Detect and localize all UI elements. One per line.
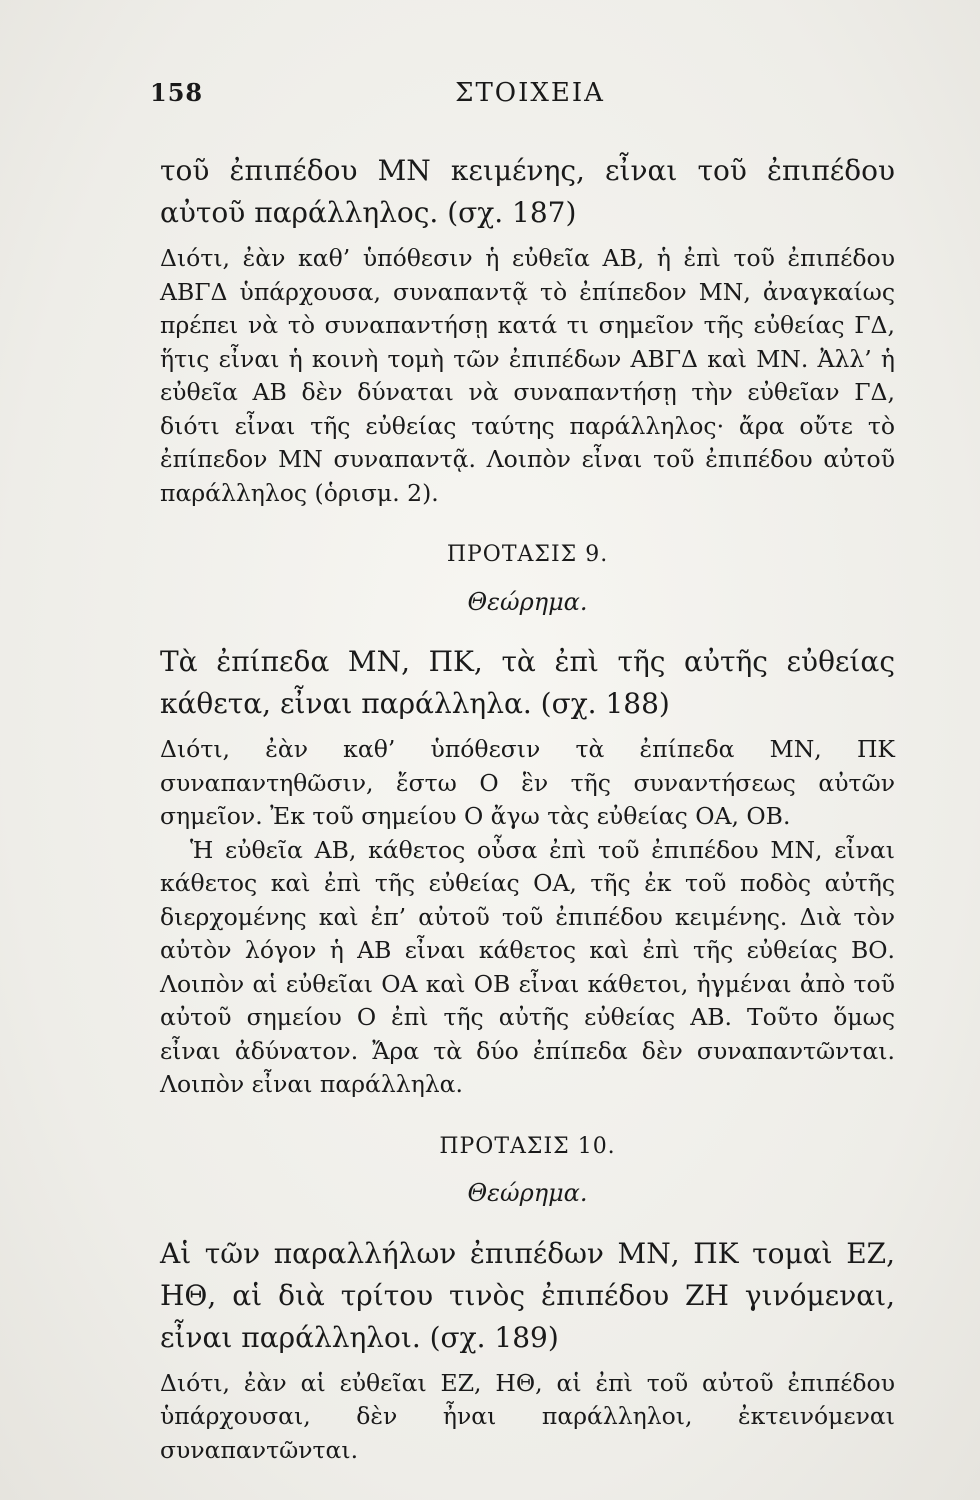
page-header bbox=[150, 78, 910, 118]
proposition-heading-9: ΠΡΟΤΑΣΙΣ 9. bbox=[446, 542, 609, 567]
proposition-heading-10: ΠΡΟΤΑΣΙΣ 10. bbox=[439, 1133, 616, 1159]
page-number: 158 bbox=[150, 78, 204, 107]
theorem-label-10: Θεώρημα. bbox=[467, 1179, 588, 1207]
running-title: ΣΤΟΙΧΕΙΑ bbox=[455, 78, 605, 108]
theorem-label-9: Θεώρημα. bbox=[467, 587, 588, 616]
proof-paragraph-9b: Ἡ εὐθεῖα ΑΒ, κάθετος οὖσα ἐπὶ τοῦ ἐπιπέδου ΜΝ, εἶναι κάθετος καὶ ἐπὶ τῆς εὐθείας ΟΑ, τῆς ἐκ τοῦ ποδὸς αὐτῆς διερχομένης καὶ ἐπ’ αὐτοῦ τοῦ ἐπιπέδου κειμένης. Διὰ τὸν αὐτὸν λόγον ἡ ΑΒ εἶναι κάθετος καὶ ἐπὶ τῆς εὐθείας ΒΟ. Λοιπὸν αἱ εὐθεῖαι ΟΑ καὶ ΟΒ εἶναι κάθετοι, ἠγμέναι ἀπὸ τοῦ αὐτοῦ σημείου Ο ἐπὶ τῆς αὐτῆς εὐθείας ΑΒ. Τοῦτο ὅμως εἶναι ἀδύνατον. Ἄρα τὰ δύο ἐπίπεδα δὲν συναπαντῶνται. Λοιπὸν εἶναι παράλληλα. bbox=[160, 835, 895, 1098]
proof-paragraph-10: Διότι, ἐὰν αἱ εὐθεῖαι ΕΖ, ΗΘ, αἱ ἐπὶ τοῦ αὐτοῦ ἐπιπέδου ὑπάρχουσαι, δὲν ἦναι παράλληλοι, ἐκτεινόμεναι συναπαντῶνται. bbox=[160, 1368, 895, 1464]
theorem-statement-9: Τὰ ἐπίπεδα ΜΝ, ΠΚ, τὰ ἐπὶ τῆς αὐτῆς εὐθείας κάθετα, εἶναι παράλληλα. (σχ. 188) bbox=[160, 645, 895, 720]
theorem-statement-10: Αἱ τῶν παραλλήλων ἐπιπέδων ΜΝ, ΠΚ τομαὶ ΕΖ, ΗΘ, αἱ διὰ τρίτου τινὸς ἐπιπέδου ΖΗ γινόμεναι, εἶναι παράλληλοι. (σχ. 189) bbox=[160, 1236, 895, 1354]
page-text bbox=[160, 150, 895, 1467]
theorem-statement-continued: τοῦ ἐπιπέδου ΜΝ κειμένης, εἶναι τοῦ ἐπιπέδου αὐτοῦ παράλληλος. (σχ. 187) bbox=[160, 154, 895, 229]
proof-paragraph: Διότι, ἐὰν καθ’ ὑπόθεσιν ἡ εὐθεῖα ΑΒ, ἡ ἐπὶ τοῦ ἐπιπέδου ΑΒΓΔ ὑπάρχουσα, συναπαντᾷ τὸ ἐπίπεδον ΜΝ, ἀναγκαίως πρέπει νὰ τὸ συναπαντήσῃ κατά τι σημεῖον τῆς εὐθείας ΓΔ, ἥτις εἶναι ἡ κοινὴ τομὴ τῶν ἐπιπέδων ΑΒΓΔ καὶ ΜΝ. Ἀλλ’ ἡ εὐθεῖα ΑΒ δὲν δύναται νὰ συναπαντήσῃ τὴν εὐθεῖαν ΓΔ, διότι εἶναι τῆς εὐθείας ταύτης παράλληλος· ἄρα οὔτε τὸ ἐπίπεδον ΜΝ συναπαντᾷ. Λοιπὸν εἶναι τοῦ ἐπιπέδου αὐτοῦ παράλληλος (ὁρισμ. 2). bbox=[160, 244, 895, 507]
proof-paragraph-9a: Διότι, ἐὰν καθ’ ὑπόθεσιν τὰ ἐπίπεδα ΜΝ, ΠΚ συναπαντηθῶσιν, ἔστω Ο ἓν τῆς συναντήσεως αὐτῶν σημεῖον. Ἐκ τοῦ σημείου Ο ἄγω τὰς εὐθείας ΟΑ, ΟΒ. bbox=[160, 735, 895, 830]
